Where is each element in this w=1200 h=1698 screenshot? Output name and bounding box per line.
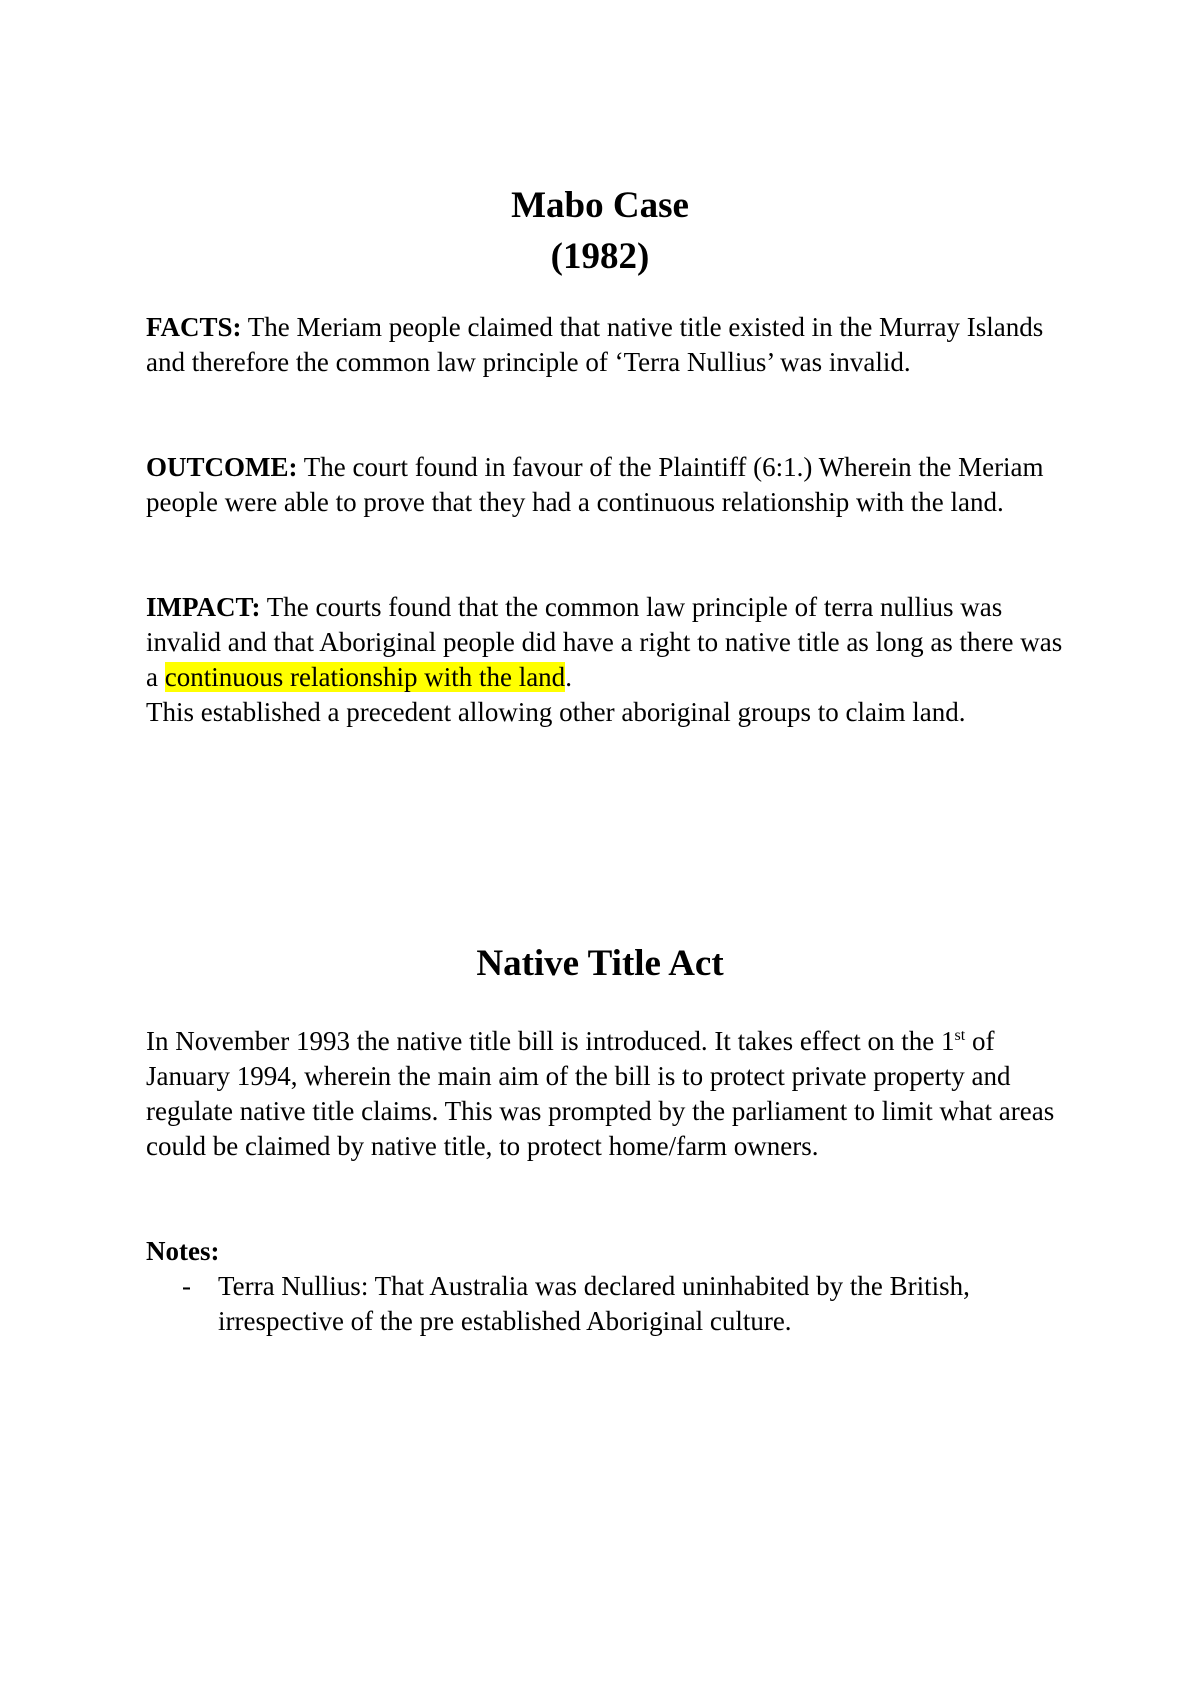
facts-paragraph: [146, 310, 1076, 380]
notes-label: Notes:: [146, 1236, 220, 1266]
impact-label: IMPACT:: [146, 592, 261, 622]
act-text: In November 1993 the native title bill is introduced. It takes effect on the 1: [146, 1026, 955, 1056]
outcome-paragraph: [146, 450, 1076, 520]
note-text: Terra Nullius: That Australia was declared uninhabited by the British, irrespective of the pre established Aboriginal culture.: [218, 1271, 970, 1336]
outcome-label: OUTCOME:: [146, 452, 298, 482]
mabo-case-title: Mabo Case: [511, 185, 689, 226]
facts-label: FACTS:: [146, 312, 242, 342]
dash-bullet: -: [182, 1271, 191, 1301]
impact-paragraph: [146, 590, 1076, 730]
facts-text: The Meriam people claimed that native title existed in the Murray Islands and therefore the common law principle of ‘Terra Nullius’ was invalid.: [146, 312, 1044, 377]
native-title-act-title: Native Title Act: [476, 943, 724, 984]
highlighted-text: continuous relationship with the land: [164, 662, 566, 692]
precedent-text: This established a precedent allowing other aboriginal groups to claim land.: [146, 697, 966, 727]
mabo-case-year: (1982): [550, 236, 650, 277]
impact-text: The courts found that the common law principle of terra nullius was invalid and that Aboriginal people did have a right to native title as long as there was a: [146, 592, 1063, 692]
act-text-continued: of January 1994, wherein the main aim of the bill is to protect private property and regulate native title claims. This was prompted by the parliament to limit what areas could be claimed by native title, to protect home/farm owners.: [146, 1026, 1055, 1161]
list-item: [146, 1269, 1076, 1339]
ordinal-suffix: st: [954, 1027, 966, 1044]
impact-text-end: .: [565, 662, 572, 692]
native-title-act-paragraph: [146, 1024, 1076, 1164]
outcome-text: The court found in favour of the Plaintiff (6:1.) Wherein the Meriam people were able to prove that they had a continuous relationship with the land.: [146, 452, 1044, 517]
